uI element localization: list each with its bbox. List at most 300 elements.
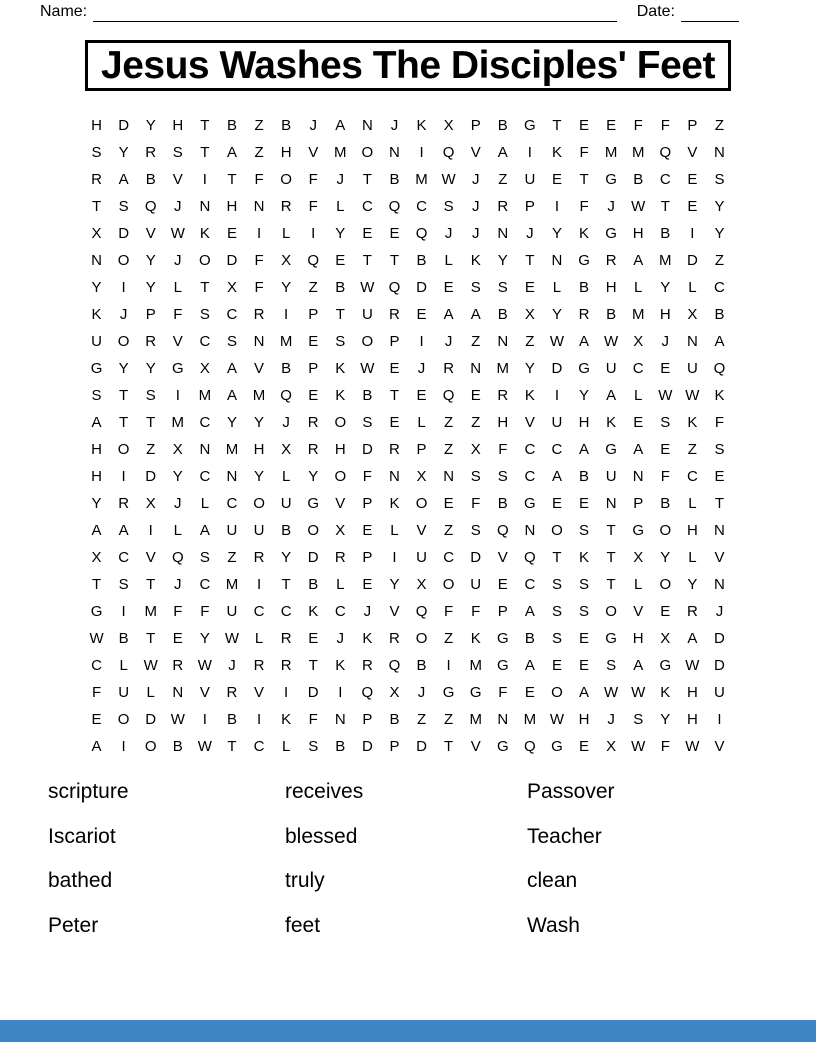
grid-letter: K [281,711,292,728]
grid-letter: X [281,252,292,269]
grid-letter: A [91,414,102,431]
grid-letter: J [471,171,480,188]
grid-letter: C [226,495,238,512]
grid-letter: P [308,306,319,323]
grid-letter: O [442,576,455,593]
grid-letter: R [307,441,319,458]
grid-letter: E [389,414,400,431]
grid-letter: Q [171,549,184,566]
grid-letter: M [279,333,293,350]
grid-letter: A [579,333,590,350]
grid-letter: A [633,657,644,674]
grid-letter: N [334,711,346,728]
grid-letter: P [633,495,644,512]
grid-letter: P [416,441,427,458]
grid-letter: X [443,117,454,134]
grid-letter: A [606,387,617,404]
grid-letter: K [687,414,698,431]
grid-letter: T [227,171,237,188]
grid-letter: V [524,414,535,431]
word-search-grid [83,112,733,761]
grid-letter: P [497,603,508,620]
grid-letter: H [578,711,590,728]
grid-letter: P [362,711,373,728]
grid-letter: T [200,279,210,296]
grid-letter: N [714,144,725,161]
grid-letter: A [633,441,644,458]
grid-letter: Y [714,198,725,215]
grid-letter: Q [415,603,428,620]
grid-letter: T [308,657,318,674]
grid-letter: E [579,117,590,134]
grid-letter: I [121,279,126,296]
grid-letter: Z [444,711,454,728]
grid-letter: R [253,657,265,674]
grid-letter: S [172,144,183,161]
grid-letter: E [416,387,427,404]
grid-letter: A [118,522,129,539]
grid-letter: X [416,468,427,485]
grid-letter: L [200,495,210,512]
grid-letter: C [551,441,563,458]
grid-letter: I [446,657,451,674]
grid-letter: C [280,603,292,620]
grid-letter: N [226,468,238,485]
grid-letter: S [335,333,346,350]
grid-letter: E [551,657,562,674]
grid-letter: L [281,738,291,755]
grid-letter: N [551,252,563,269]
grid-letter: N [91,252,102,269]
grid-letter: Y [145,360,156,377]
grid-letter: W [685,738,700,755]
grid-letter: W [360,360,375,377]
grid-letter: K [579,549,590,566]
grid-letter: H [91,468,102,485]
grid-letter: M [334,144,347,161]
grid-letter: S [579,603,590,620]
grid-letter: S [118,576,129,593]
grid-letter: M [659,252,672,269]
grid-letter: E [497,576,508,593]
grid-letter: W [224,630,240,647]
grid-letter: Y [389,576,400,593]
grid-letter: M [523,711,537,728]
grid-letter: F [498,441,508,458]
grid-letter: U [280,495,292,512]
grid-letter: X [145,495,156,512]
grid-letter: M [631,144,645,161]
grid-letter: K [91,306,102,323]
grid-letter: Y [524,360,535,377]
grid-letter: E [524,684,535,701]
grid-letter: T [227,738,237,755]
grid-letter: V [470,738,481,755]
grid-letter: O [659,522,672,539]
grid-letter: J [174,198,182,215]
grid-letter: B [579,468,590,485]
grid-letter: O [334,468,347,485]
grid-letter: M [415,171,428,188]
grid-letter: V [199,684,210,701]
grid-letter: E [443,279,454,296]
grid-letter: J [526,225,534,242]
grid-letter: N [632,468,644,485]
grid-letter: K [335,387,346,404]
grid-letter: S [118,198,129,215]
grid-letter: V [416,522,427,539]
grid-letter: E [308,387,319,404]
grid-letter: G [90,603,103,620]
grid-letter: Z [687,441,697,458]
grid-letter: J [309,117,317,134]
grid-letter: A [470,306,481,323]
grid-letter: B [172,738,183,755]
grid-letter: W [549,711,565,728]
grid-letter: N [389,144,400,161]
grid-letter: E [714,468,725,485]
grid-letter: C [524,441,536,458]
grid-letter: H [686,711,698,728]
grid-letter: I [284,306,289,323]
grid-letter: B [606,306,617,323]
grid-letter: E [660,360,671,377]
grid-letter: Z [471,333,481,350]
grid-letter: A [714,333,725,350]
grid-letter: R [389,630,400,647]
grid-letter: K [660,684,671,701]
grid-letter: N [497,225,509,242]
grid-letter: O [361,333,374,350]
grid-letter: V [308,144,319,161]
grid-letter: R [253,306,265,323]
grid-letter: X [91,549,102,566]
grid-letter: L [688,495,697,512]
grid-letter: B [335,738,346,755]
grid-letter: S [551,630,562,647]
grid-letter: R [307,414,319,431]
grid-letter: H [91,117,102,134]
grid-letter: G [171,360,184,377]
grid-letter: L [254,630,264,647]
grid-letter: R [253,549,265,566]
grid-letter: B [497,495,508,512]
grid-letter: O [415,495,428,512]
grid-letter: D [714,657,725,674]
grid-letter: A [226,387,237,404]
grid-letter: N [253,333,265,350]
grid-letter: T [606,576,616,593]
grid-letter: P [145,306,156,323]
grid-letter: Z [254,117,264,134]
grid-letter: L [444,252,453,269]
grid-letter: C [416,198,427,215]
grid-letter: Y [714,225,725,242]
grid-letter: R [334,549,346,566]
grid-letter: U [551,414,563,431]
grid-letter: M [604,144,618,161]
grid-letter: F [362,468,372,485]
grid-letter: S [443,198,454,215]
grid-letter: D [714,630,725,647]
grid-letter: V [335,495,346,512]
grid-letter: H [686,684,698,701]
grid-letter: Z [146,441,156,458]
grid-letter: E [389,360,400,377]
grid-letter: K [335,360,346,377]
grid-letter: J [390,117,399,134]
grid-letter: D [145,468,157,485]
grid-letter: C [253,603,265,620]
grid-letter: V [714,738,725,755]
grid-letter: N [470,360,482,377]
date-label: Date: [636,3,675,20]
grid-letter: H [659,306,671,323]
grid-letter: M [198,387,212,404]
grid-letter: E [470,387,481,404]
grid-letter: F [660,738,670,755]
grid-letter: V [714,549,725,566]
grid-letter: S [362,414,373,431]
grid-letter: T [281,576,291,593]
grid-letter: O [117,252,130,269]
grid-letter: T [91,198,102,215]
word-item: Passover [527,780,615,803]
grid-letter: R [605,252,617,269]
grid-letter: W [604,684,619,701]
grid-letter: L [281,225,291,242]
grid-letter: B [308,576,319,593]
grid-letter: B [226,117,237,134]
grid-letter: G [496,657,509,674]
grid-letter: T [362,252,372,269]
grid-letter: I [121,603,126,620]
grid-letter: I [527,144,532,161]
grid-letter: V [254,360,265,377]
grid-letter: H [686,522,698,539]
grid-letter: B [579,279,590,296]
grid-letter: V [172,333,183,350]
grid-letter: G [578,360,590,377]
name-label: Name: [40,3,88,20]
grid-letter: I [284,684,289,701]
grid-letter: C [91,657,102,674]
grid-letter: E [551,495,562,512]
grid-letter: R [578,306,590,323]
grid-letter: N [497,711,509,728]
grid-letter: Q [524,738,536,755]
grid-letter: D [118,225,130,242]
grid-letter: Q [659,144,672,161]
grid-letter: D [470,549,482,566]
grid-letter: H [253,441,265,458]
grid-letter: E [389,225,400,242]
grid-letter: N [389,468,400,485]
grid-letter: V [470,144,481,161]
grid-letter: I [256,576,262,593]
grid-letter: W [441,171,456,188]
name-date-header [40,1,739,22]
grid-letter: I [202,711,207,728]
grid-letter: F [254,252,264,269]
grid-letter: H [334,441,346,458]
grid-letter: W [197,738,212,755]
grid-letter: B [389,171,400,188]
grid-letter: R [686,603,698,620]
grid-letter: Y [660,279,671,296]
grid-letter: B [118,630,129,647]
grid-letter: Y [254,414,265,431]
grid-letter: X [524,306,535,323]
grid-letter: Z [714,117,725,134]
grid-letter: T [579,171,589,188]
word-item: Wash [527,913,580,937]
grid-letter: A [687,630,698,647]
word-list-column [48,779,285,957]
grid-letter: J [174,576,182,593]
grid-letter: I [392,549,397,566]
grid-letter: S [91,144,102,161]
grid-letter: B [145,171,156,188]
grid-letter: W [89,630,104,647]
grid-letter: Y [335,225,346,242]
grid-letter: E [91,711,102,728]
footer-bar [0,1020,816,1042]
grid-letter: H [280,144,292,161]
grid-letter: J [119,306,128,323]
word-item: receives [285,780,364,803]
grid-letter: L [634,387,643,404]
grid-letter: B [633,171,644,188]
grid-letter: Q [388,198,401,215]
grid-letter: A [443,306,454,323]
grid-letter: T [606,522,616,539]
grid-letter: U [416,549,427,566]
grid-letter: Q [524,549,536,566]
grid-letter: N [361,117,373,134]
grid-letter: B [416,252,427,269]
date-blank-line [681,1,739,22]
grid-letter: J [228,657,236,674]
grid-letter: G [496,738,509,755]
grid-letter: H [632,225,644,242]
grid-letter: J [661,333,670,350]
grid-letter: T [335,306,345,323]
grid-letter: A [199,522,210,539]
grid-letter: E [335,252,346,269]
grid-letter: J [607,711,615,728]
grid-letter: K [606,414,617,431]
grid-letter: L [688,279,697,296]
grid-letter: N [199,441,211,458]
grid-letter: B [660,495,671,512]
grid-letter: J [471,198,480,215]
grid-letter: O [144,738,157,755]
grid-letter: Q [496,522,509,539]
grid-letter: K [335,657,346,674]
grid-letter: U [91,333,102,350]
grid-letter: F [254,171,264,188]
grid-letter: D [416,279,427,296]
grid-letter: R [145,144,157,161]
grid-letter: K [551,144,562,161]
grid-letter: Y [91,279,102,296]
grid-letter: C [199,333,211,350]
grid-letter: N [253,198,265,215]
grid-letter: G [578,252,590,269]
grid-letter: W [197,657,212,674]
grid-letter: B [281,360,292,377]
grid-letter: D [416,738,427,755]
grid-letter: R [280,630,292,647]
grid-letter: M [171,414,185,431]
grid-letter: R [226,684,238,701]
word-list-column [527,779,776,957]
grid-letter: Y [551,306,562,323]
grid-letter: C [524,468,536,485]
grid-letter: T [714,495,725,512]
grid-letter: X [633,333,644,350]
grid-letter: I [121,468,126,485]
grid-letter: E [660,603,671,620]
grid-letter: N [714,522,725,539]
grid-letter: V [254,684,265,701]
grid-letter: Y [687,576,698,593]
grid-letter: R [172,657,184,674]
grid-letter: A [633,252,644,269]
grid-letter: E [579,495,590,512]
grid-letter: I [148,522,153,539]
grid-letter: E [687,198,698,215]
grid-letter: G [442,684,455,701]
grid-letter: U [118,684,130,701]
grid-letter: W [658,387,673,404]
grid-letter: P [362,495,373,512]
grid-letter: A [497,144,508,161]
grid-letter: F [471,495,481,512]
grid-letter: X [226,279,237,296]
grid-letter: O [117,441,130,458]
grid-letter: S [714,441,725,458]
grid-letter: E [579,630,590,647]
grid-letter: S [714,171,725,188]
grid-letter: B [497,306,508,323]
grid-letter: L [173,522,182,539]
grid-letter: E [362,225,373,242]
grid-letter: Z [308,279,318,296]
grid-letter: E [172,630,183,647]
grid-letter: E [308,333,319,350]
grid-letter: Z [498,171,508,188]
grid-letter: G [524,117,536,134]
grid-letter: Q [280,387,292,404]
grid-letter: M [252,387,266,404]
grid-letter: I [311,225,316,242]
name-blank-line [93,1,617,22]
grid-letter: C [226,306,238,323]
grid-letter: S [199,549,210,566]
grid-letter: M [469,711,482,728]
grid-letter: Y [308,468,319,485]
grid-letter: D [307,549,319,566]
grid-letter: B [524,630,535,647]
grid-letter: L [146,684,155,701]
grid-letter: Y [660,549,671,566]
grid-letter: R [389,441,400,458]
grid-letter: F [173,603,183,620]
grid-letter: L [634,576,643,593]
grid-letter: L [173,279,182,296]
